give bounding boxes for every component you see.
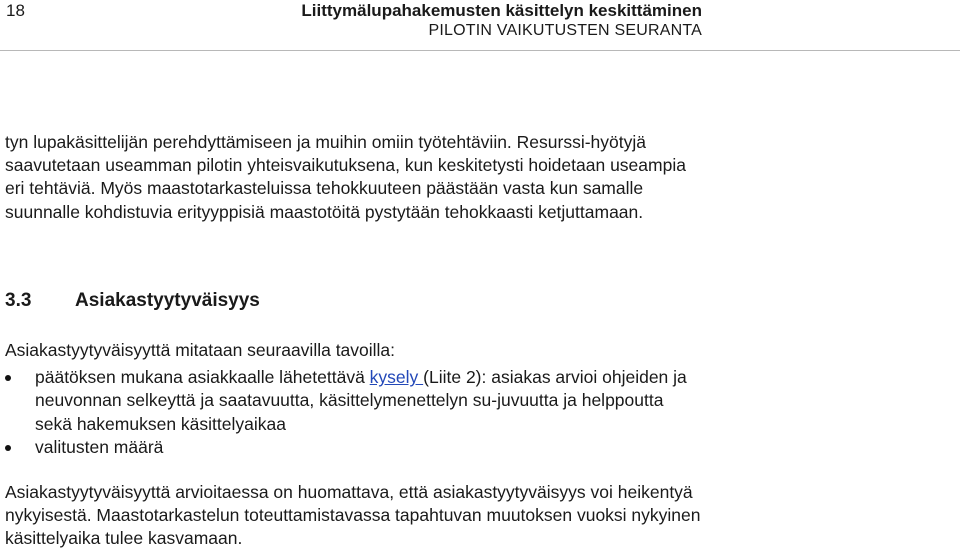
closing-paragraph: Asiakastyytyväisyyttä arvioitaessa on huomattava, että asiakastyytyväisyys voi heikentyä nykyisestä. Maastotarkastelun toteuttamistavassa tapahtuvan muutoksen vuoksi nykyinen käsittelyaika tulee kasvamaan.: [5, 482, 701, 549]
header-subtitle: PILOTIN VAIKUTUSTEN SEURANTA: [428, 22, 702, 39]
bullet1-text-before: päätöksen mukana asiakkaalle lähetettävä: [35, 367, 370, 388]
page-header: [0, 0, 960, 51]
section-lead: Asiakastyytyväisyyttä mitataan seuraavilla tavoilla:: [5, 340, 396, 360]
section-title: Asiakastyytyväisyys: [75, 290, 260, 311]
bullet2-text: valitusten määrä: [35, 436, 164, 457]
intro-paragraph: tyn lupakäsittelijän perehdyttämiseen ja muihin omiin työtehtäviin. Resurssi-hyötyjä saavutetaan useamman pilotin yhteisvaikutuksena, kun keskitetysti hoidetaan useampia eri tehtäviä. Myös maastotarkasteluissa tehokkuuteen päästään vasta kun samalle suunnalle kohdistuvia erityyppisiä maastotöitä pystytään tehokkaasti ketjuttamaan.: [5, 132, 686, 222]
intro-block: [5, 131, 705, 224]
closing-block: [5, 481, 705, 551]
list-item: [5, 436, 705, 459]
list-item: [5, 366, 705, 436]
bullet1-text-after: (Liite 2): asiakas arvioi ohjeiden ja neuvonnan selkeyttä ja saatavuutta, käsittelymenettelyn su-juvuutta ja helppoutta sekä hakemuksen käsittelyaikaa: [35, 367, 687, 434]
bullet-icon: [5, 445, 11, 451]
bullet-list: [5, 366, 705, 459]
section-body: [5, 339, 705, 459]
page-number: 18: [6, 1, 25, 20]
section-heading: [5, 290, 260, 312]
header-title: Liittymälupahakemusten käsittelyn keskittäminen: [301, 1, 702, 20]
bullet-icon: [5, 375, 11, 381]
kysely-link[interactable]: kysely: [369, 367, 424, 388]
section-number: 3.3: [5, 290, 32, 311]
